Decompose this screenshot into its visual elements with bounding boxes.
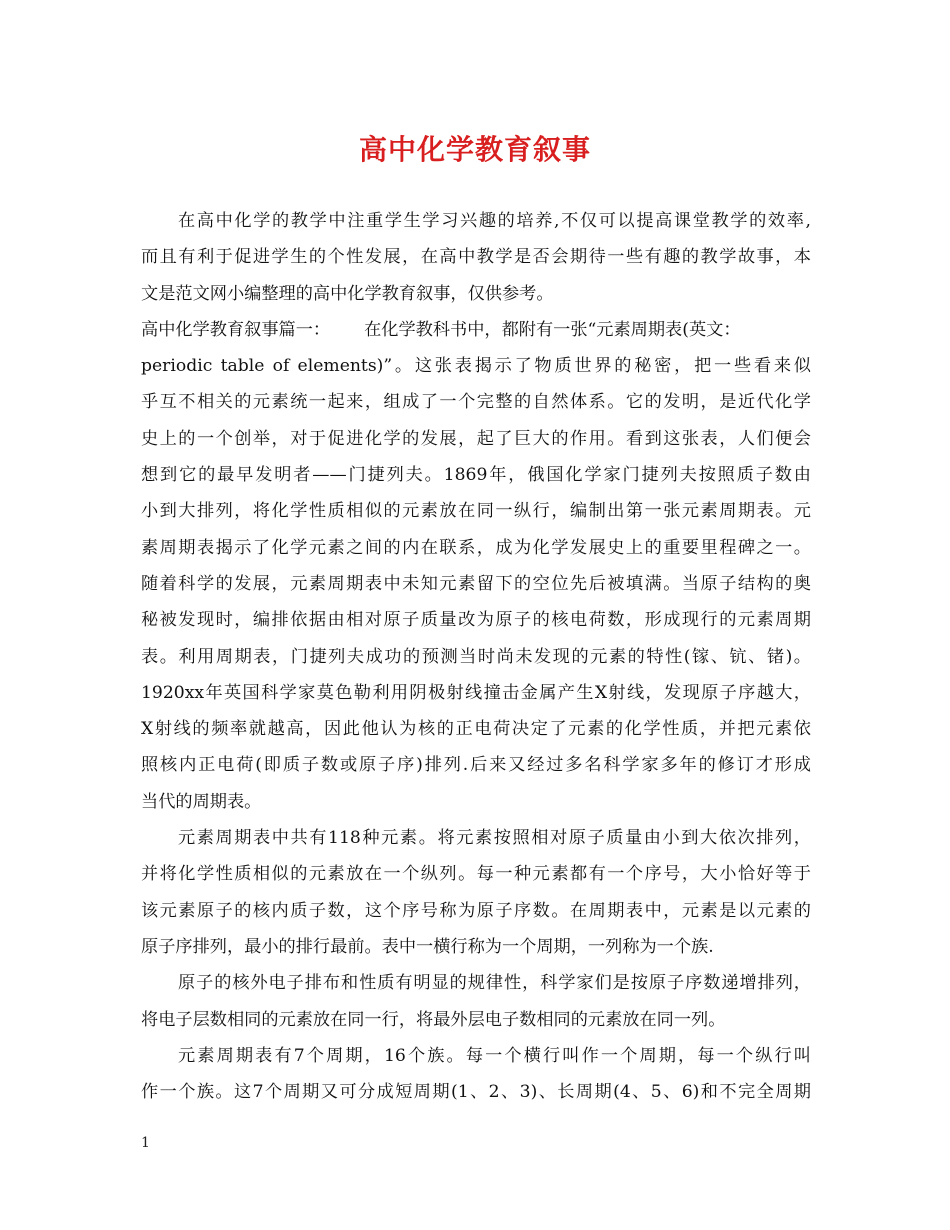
paragraph-line: 文是范文网小编整理的高中化学教育叙事，仅供参考。 — [141, 283, 554, 304]
paragraph-line: 原子序排列，最小的排行最前。表中一横行称为一个周期，一列称为一个族. — [141, 936, 714, 957]
paragraph-line: 元素周期表有7个周期，16个族。每一个横行叫作一个周期，每一个纵行叫 — [178, 1045, 811, 1066]
paragraph-line: 小到大排列，将化学性质相似的元素放在同一纵行，编制出第一张元素周期表。元 — [141, 501, 811, 522]
paragraph-line: 1920xx年英国科学家莫色勒利用阴极射线撞击金属产生X射线，发现原子序越大， — [141, 682, 811, 703]
paragraph-line: 而且有利于促进学生的个性发展，在高中教学是否会期待一些有趣的教学故事，本 — [141, 247, 811, 268]
paragraph-line: 并将化学性质相似的元素放在一个纵列。每一种元素都有一个序号，大小恰好等于 — [141, 864, 811, 885]
paragraph-line: 当代的周期表。 — [141, 791, 262, 812]
paragraph-line: 素周期表揭示了化学元素之间的内在联系，成为化学发展史上的重要里程碑之一。 — [141, 537, 811, 558]
paragraph-line: 元素周期表中共有118种元素。将元素按照相对原子质量由小到大依次排列， — [178, 828, 811, 849]
paragraph-line: 原子的核外电子排布和性质有明显的规律性，科学家们是按原子序数递增排列， — [178, 973, 811, 994]
paragraph-line: 想到它的最早发明者——门捷列夫。1869年，俄国化学家门捷列夫按照质子数由 — [141, 465, 811, 486]
paragraph-line: 将电子层数相同的元素放在同一行，将最外层电子数相同的元素放在同一列。 — [141, 1009, 726, 1030]
paragraph-line: 秘被发现时，编排依据由相对原子质量改为原子的核电荷数，形成现行的元素周期 — [141, 610, 811, 631]
paragraph-line: 该元素原子的核内质子数，这个序号称为原子序数。在周期表中，元素是以元素的 — [141, 900, 811, 921]
paragraph-line: 表。利用周期表，门捷列夫成功的预测当时尚未发现的元素的特性(镓、钪、锗)。 — [141, 646, 811, 667]
paragraph-line: 在高中化学的教学中注重学生学习兴趣的培养,不仅可以提高课堂教学的效率, — [178, 211, 811, 231]
document-body — [141, 203, 811, 1110]
section-heading: 高中化学教育叙事篇一： — [141, 319, 331, 340]
paragraph-line: periodic table of elements)”。这张表揭示了物质世界的秘密，把一些看来似 — [141, 356, 811, 377]
page-number: 1 — [141, 1135, 150, 1151]
section-heading-line — [141, 312, 811, 348]
paragraph-line: 乎互不相关的元素统一起来，组成了一个完整的自然体系。它的发明，是近代化学 — [141, 392, 811, 413]
document-title: 高中化学教育叙事 — [358, 133, 591, 166]
paragraph-line: 史上的一个创举，对于促进化学的发展，起了巨大的作用。看到这张表，人们便会 — [141, 428, 811, 449]
paragraph-line: 照核内正电荷(即质子数或原子序)排列.后来又经过多名科学家多年的修订才形成 — [141, 755, 811, 776]
paragraph-line: 作一个族。这7个周期又可分成短周期(1、2、3)、长周期(4、5、6)和不完全周期 — [141, 1082, 811, 1103]
paragraph-line: 随着科学的发展，元素周期表中未知元素留下的空位先后被填满。当原子结构的奥 — [141, 573, 811, 594]
paragraph-line: X射线的频率就越高，因此他认为核的正电荷决定了元素的化学性质，并把元素依 — [141, 719, 811, 740]
paragraph-line: 在化学教科书中，都附有一张“元素周期表(英文： — [364, 319, 741, 340]
